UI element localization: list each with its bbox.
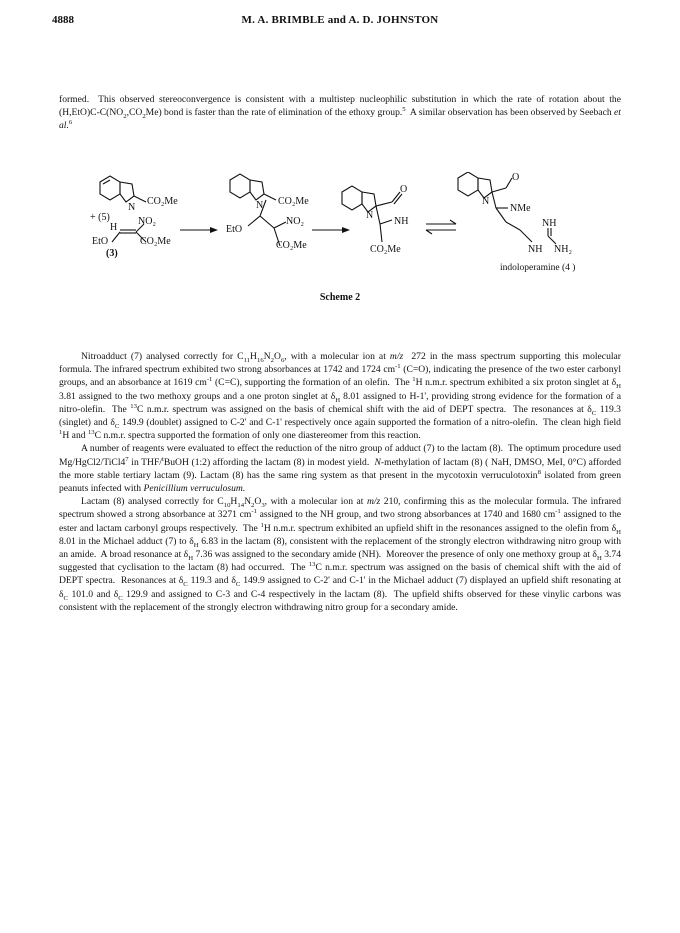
paragraph-1: Nitroadduct (7) analysed correctly for $C_{11}H_{16}N_2O_6$, with a molecular ion at m/z 272 in the mass spectrum supporting this molecular formula. The infrared spectrum exhibited two strong absorbances at 1742 and 1724 $cm^{-1}$ (C=O), indicating the presence of the two ester carbonyl groups, and an absorbance at 1619 $cm^{-1}$ (C=C), supporting the formation of an olefin. The $^1$H n.m.r. spectrum exhibited a six proton singlet at $\delta_H$ 3.81 assigned to the two methoxy groups and a one proton singlet at $\delta_H$ 8.01 assigned to H-1', providing strong evidence for the formation of a nitro-olefin. The $^{13}$C n.m.r. spectrum was assigned on the basis of chemical shift with the aid of DEPT spectra. The resonances at $\delta_C$ 119.3 (singlet) and $\delta_C$ 149.9 (doublet) assigned to C-2' and C-1' respectively once again supported the formation of a nitro-olefin. The clean high field $^1$H and $^{13}$C n.m.r. spectra supported the formation of only one diastereomer from this reaction. [59,351,622,442]
eto-label-2: EtO [226,224,243,235]
co2me-label-5: CO₂Me [370,244,401,255]
nme-label: NMe [510,203,531,214]
nh-label-3: NH [528,244,543,255]
n-label-1: N [128,202,136,213]
h-label: H [110,222,118,233]
n-label-3: N [366,210,374,221]
intro-paragraph [59,93,621,133]
o-label-2: O [512,172,520,183]
nh-label-2: NH [542,218,557,229]
nh-label-1: NH [394,216,409,227]
reaction-scheme [80,172,600,284]
scheme-drawing [80,172,600,284]
indoloperamine-label: indoloperamine (4 ) [500,263,576,273]
co2me-label-3: CO₂Me [278,196,309,207]
paragraph-2: A number of reagents were evaluated to effect the reduction of the nitro group of adduct (7) to the lactam (8). The optimum procedure used $Mg/HgCl2/TiCl4^7$ in THF/$^t$BuOH (1:2) affording the lactam (8) in modest yield. N-methylation of lactam (8) ( NaH, DMSO, MeI, 0°C) afforded the more stable tertiary lactam (9). Lactam (8) has the same ring system as that present in the mycotoxin verruculotoxin$^8$ isolated from green peanuts infected with Penicillium verruculosum. [59,443,621,495]
n-label-2: N [256,200,264,211]
nh2-label: NH₂ [554,244,572,255]
co2me-label-4: CO₂Me [276,240,307,251]
compound-3-label: (3) [106,248,118,259]
co2me-label-2: CO₂Me [140,236,171,247]
page-header [52,14,628,30]
page-number: 4888 [52,14,74,26]
running-head-authors: M. A. BRIMBLE and A. D. JOHNSTON [241,14,439,26]
paragraph-3: Lactam (8) analysed correctly for $C_{10}H_{14}N_2O_3$, with a molecular ion at m/z 210, confirming this as the molecular formula. The infrared spectrum showed a strong absorbance at 3271 $cm^{-1}$ assigned to the NH group, and two strong absorbances at 1740 and 1680 $cm^{-1}$ assigned to the ester and lactam carbonyl groups respectively. The $^1$H n.m.r. spectrum exhibited an upfield shift in the resonances assigned to the olefin from $\delta_H$ 8.01 in the Michael adduct (7) to $\delta_H$ 6.83 in the lactam (8), consistent with the replacement of the strongly electron withdrawing nitro group with an amide. A broad resonance at $\delta_H$ 7.36 was assigned to the secondary amide (NH). Moreover the presence of only one methoxy group at $\delta_H$ 3.74 suggested that cyclisation to the lactam (8) had occurred. The $^{13}$C n.m.r. spectrum was assigned on the basis of chemical shift with the aid of DEPT spectra. Resonances at $\delta_C$ 119.3 and $\delta_C$ 149.9 assigned to C-2' and C-1' in the Michael adduct (7) displayed an upfield shift resonating at $\delta_C$ 101.0 and $\delta_C$ 129.9 and assigned to C-3 and C-4 respectively in the lactam (8). The upfield shifts observed for these vinylic carbons was consistent with the replacement of the strongly electron withdrawing nitro group for a secondary amide. [59,496,622,613]
eto-label-1: EtO [92,236,109,247]
o-label-1: O [400,184,408,195]
plus-5-label: + (5) [90,212,110,223]
scheme-caption: Scheme 2 [319,292,361,303]
no2-label-1: NO₂ [138,216,156,227]
no2-label-2: NO₂ [286,216,304,227]
co2me-label-1: CO₂Me [147,196,178,207]
intro-text: formed. This observed stereoconvergence is consistent with a multistep nucleophilic substitution in which the rate of rotation about the $(H,EtO)C-C(NO_2,CO_2Me)$ bond is faster than the rate of elimination of the ethoxy group.$^5$ A similar observation has been observed by Seebach et al.$^6$ [59,94,621,132]
n-label-4: N [482,196,490,207]
body-text [59,350,621,614]
